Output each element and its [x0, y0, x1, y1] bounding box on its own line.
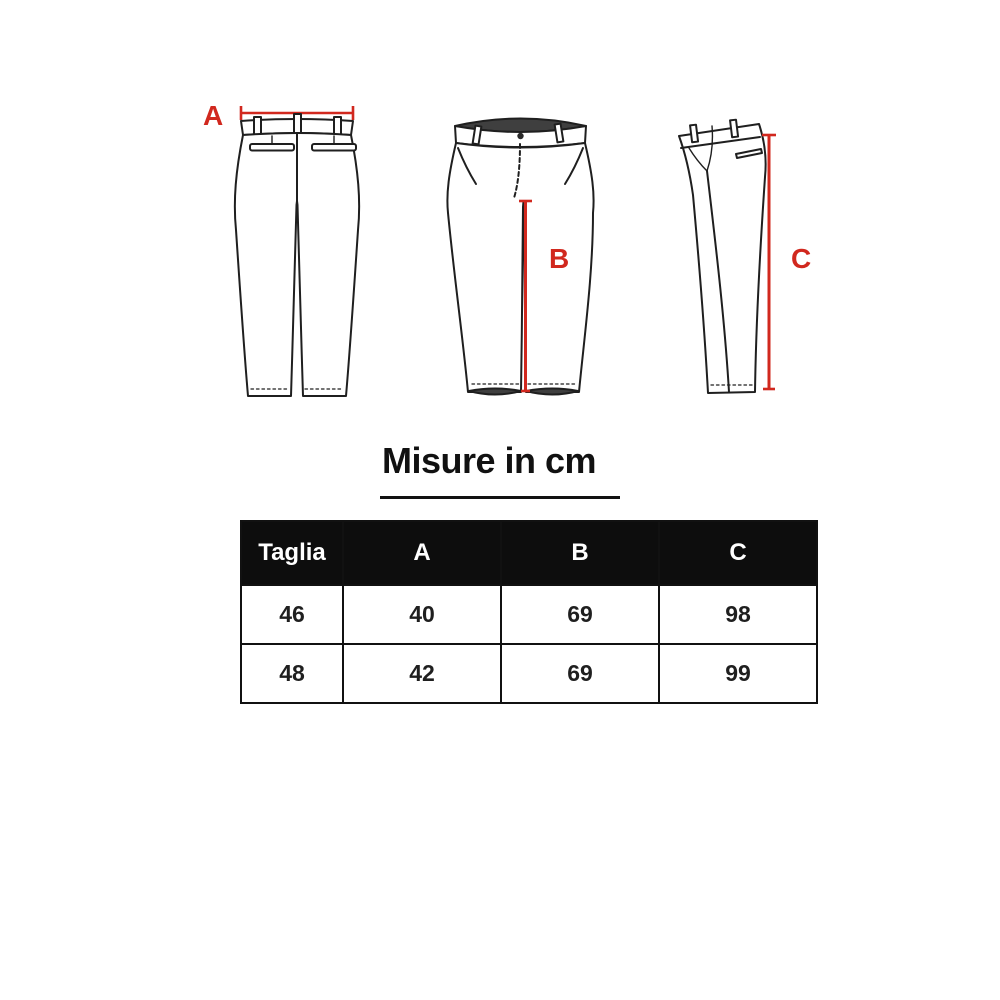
pants-front-view-diagram — [435, 95, 615, 410]
table-cell-c: 99 — [659, 644, 817, 703]
table-cell-size: 48 — [241, 644, 343, 703]
size-chart-title: Misure in cm — [381, 440, 597, 481]
table-cell-b: 69 — [501, 644, 659, 703]
table-header-taglia: Taglia — [241, 521, 343, 585]
table-row — [241, 644, 817, 703]
table-header-b: B — [501, 521, 659, 585]
pants-body — [679, 124, 766, 393]
table-cell-b: 69 — [501, 585, 659, 644]
size-table-header — [241, 521, 817, 585]
table-cell-a: 40 — [343, 585, 501, 644]
back-pocket-welt — [250, 144, 294, 151]
pants-back-view-diagram — [195, 95, 430, 410]
measure-label-c: C — [791, 243, 812, 274]
table-row — [241, 585, 817, 644]
size-table — [240, 520, 818, 704]
measure-label-a: A — [203, 100, 224, 131]
pants-body — [447, 143, 593, 392]
table-header-a: A — [343, 521, 501, 585]
belt-loop — [730, 120, 738, 138]
waist-button — [517, 133, 523, 139]
hem-interior — [526, 389, 578, 395]
size-table-body — [241, 585, 817, 703]
hem-interior — [469, 389, 521, 395]
back-pocket-welt — [312, 144, 356, 151]
belt-loop — [690, 125, 698, 143]
pants-front-view-drawing — [435, 95, 615, 410]
table-header-row — [241, 521, 817, 585]
table-cell-a: 42 — [343, 644, 501, 703]
pants-side-view-diagram — [655, 95, 825, 410]
measure-label-b: B — [549, 243, 570, 274]
pants-back-view-drawing — [195, 95, 430, 410]
title-underline — [380, 496, 620, 499]
table-cell-c: 98 — [659, 585, 817, 644]
table-header-c: C — [659, 521, 817, 585]
table-cell-size: 46 — [241, 585, 343, 644]
